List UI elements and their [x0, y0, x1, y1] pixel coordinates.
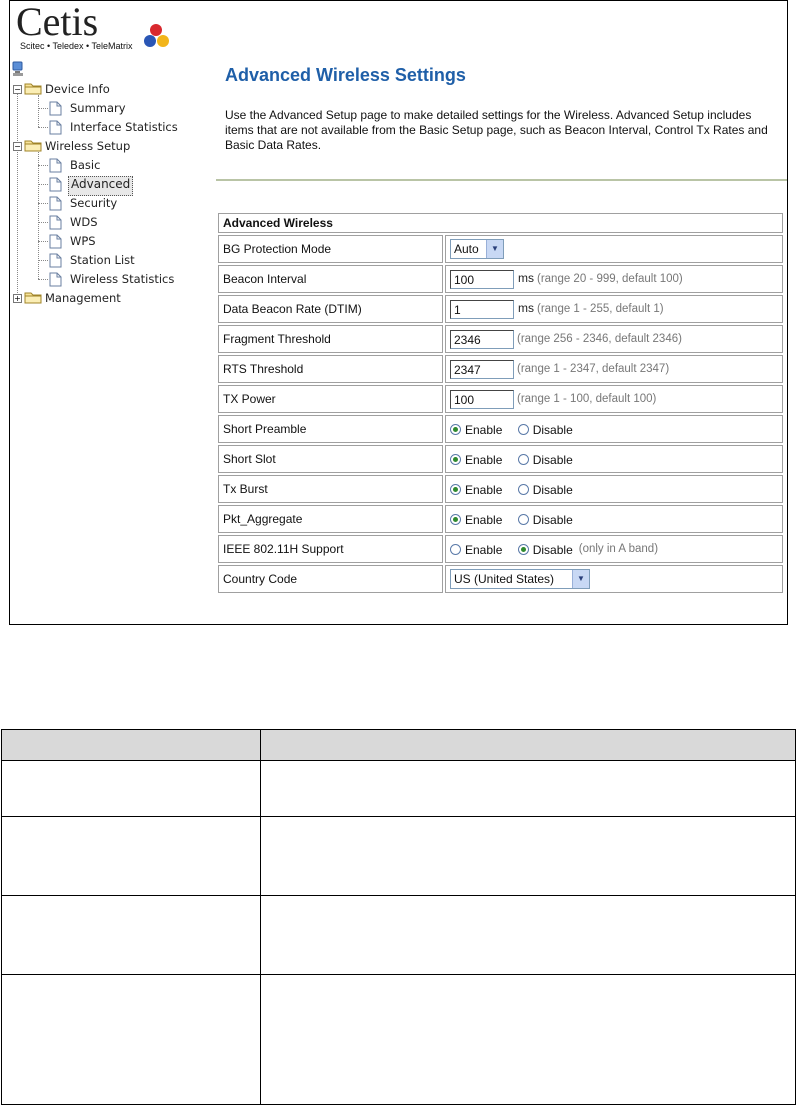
beacon-interval-input[interactable]: 100: [450, 270, 514, 289]
table-row: [2, 896, 796, 975]
tree-item-wireless-setup[interactable]: [10, 137, 210, 155]
table-row: [218, 235, 783, 263]
folder-icon: [24, 291, 42, 309]
fragment-threshold-hint: (range 256 - 2346, default 2346): [517, 333, 682, 346]
table-header-row: [2, 730, 796, 761]
tree-item-station-list[interactable]: [10, 251, 210, 269]
table-cell: [2, 975, 261, 1105]
short-preamble-disable[interactable]: Disable: [518, 422, 573, 437]
table-cell: [261, 896, 796, 975]
tx-burst-enable[interactable]: Enable: [450, 482, 502, 497]
tree-item-label: WPS: [70, 234, 96, 248]
table-row: [218, 535, 783, 563]
radio-button[interactable]: [450, 484, 461, 495]
collapse-icon[interactable]: −: [14, 85, 21, 94]
tx-power-hint: (range 1 - 100, default 100): [517, 393, 657, 406]
radio-button[interactable]: [518, 544, 529, 555]
tree-item-management[interactable]: [10, 289, 210, 307]
rts-threshold-hint: (range 1 - 2347, default 2347): [517, 363, 670, 376]
tree-item-wds[interactable]: [10, 213, 210, 231]
divider: [216, 179, 788, 181]
beacon-interval-unit: ms: [518, 271, 534, 286]
short-slot-enable[interactable]: Enable: [450, 452, 502, 467]
table-row: [218, 325, 783, 353]
radio-button[interactable]: [518, 424, 529, 435]
pkt-aggregate-enable[interactable]: Enable: [450, 512, 502, 527]
radio-button[interactable]: [450, 514, 461, 525]
table-row: [218, 475, 783, 503]
country-code-label: Country Code: [218, 565, 443, 593]
tree-item-basic[interactable]: [10, 156, 210, 174]
tree-item-label: Summary: [70, 101, 126, 115]
table-row: [2, 817, 796, 896]
tree-item-summary[interactable]: [10, 99, 210, 117]
bg-protection-label: BG Protection Mode: [218, 235, 443, 263]
table-row: [218, 385, 783, 413]
folder-icon: [24, 139, 42, 157]
dtim-hint: (range 1 - 255, default 1): [537, 303, 664, 316]
tree-item-label: Management: [45, 291, 121, 305]
dtim-input[interactable]: 1: [450, 300, 514, 319]
table-row: [2, 761, 796, 817]
table-row: [218, 565, 783, 593]
tree-item-wps[interactable]: [10, 232, 210, 250]
radio-button[interactable]: [450, 424, 461, 435]
tree-item-interface-statistics[interactable]: [10, 118, 210, 136]
short-preamble-enable[interactable]: Enable: [450, 422, 502, 437]
tree-item-label: Station List: [70, 253, 135, 267]
ieee-80211h-note: (only in A band): [578, 543, 659, 556]
table-row: [218, 445, 783, 473]
short-slot-disable[interactable]: Disable: [518, 452, 573, 467]
table-cell: [2, 761, 261, 817]
table-cell: [2, 817, 261, 896]
table-header-row: [218, 213, 783, 233]
tree-item-label: Advanced: [68, 176, 133, 196]
radio-button[interactable]: [518, 484, 529, 495]
short-preamble-label: Short Preamble: [218, 415, 443, 443]
tx-burst-disable[interactable]: Disable: [518, 482, 573, 497]
chevron-down-icon[interactable]: ▼: [486, 240, 503, 258]
radio-button[interactable]: [450, 544, 461, 555]
table-cell: [261, 761, 796, 817]
bg-protection-select[interactable]: Auto ▼: [450, 239, 504, 259]
expand-icon[interactable]: +: [14, 294, 21, 303]
page-title: Advanced Wireless Settings: [225, 65, 466, 85]
table-row: [218, 355, 783, 383]
tx-burst-label: Tx Burst: [218, 475, 443, 503]
tree-item-label: Wireless Statistics: [70, 272, 175, 286]
pkt-aggregate-label: Pkt_Aggregate: [218, 505, 443, 533]
table-row: [218, 265, 783, 293]
table-row: [218, 505, 783, 533]
tree-item-label: Basic: [70, 158, 101, 172]
pkt-aggregate-disable[interactable]: Disable: [518, 512, 573, 527]
tree-item-security[interactable]: [10, 194, 210, 212]
radio-button[interactable]: [518, 514, 529, 525]
table-row: [218, 295, 783, 323]
table-header: Advanced Wireless: [218, 213, 783, 233]
fragment-threshold-input[interactable]: 2346: [450, 330, 514, 349]
computer-icon: [12, 61, 24, 77]
advanced-wireless-table: [216, 211, 785, 595]
tree-item-device-info[interactable]: [10, 80, 210, 98]
cetis-logo: [16, 0, 206, 54]
dtim-label: Data Beacon Rate (DTIM): [218, 295, 443, 323]
country-code-select[interactable]: US (United States) ▼: [450, 569, 590, 589]
logo-tagline: Scitec • Teledex • TeleMatrix: [20, 41, 133, 51]
rts-threshold-input[interactable]: 2347: [450, 360, 514, 379]
screenshot-frame: [9, 0, 788, 625]
table-cell: [261, 975, 796, 1105]
short-slot-label: Short Slot: [218, 445, 443, 473]
logo-wordmark: Cetis: [16, 0, 99, 44]
header-cell: [261, 730, 796, 761]
folder-icon: [24, 82, 42, 100]
table-row: [2, 975, 796, 1105]
header-cell: [2, 730, 261, 761]
tree-item-label: Device Info: [45, 82, 110, 96]
beacon-interval-label: Beacon Interval: [218, 265, 443, 293]
page-description: Use the Advanced Setup page to make detailed settings for the Wireless. Advanced Setup includes items that are not available from the Basic Setup page, such as Beacon Interval, Control Tx Rates and Basic Data Rates.: [225, 108, 768, 152]
tree-item-label: Wireless Setup: [45, 139, 131, 153]
beacon-interval-hint: (range 20 - 999, default 100): [537, 273, 683, 286]
table-cell: [261, 817, 796, 896]
collapse-icon[interactable]: −: [14, 142, 21, 151]
table-cell: [2, 896, 261, 975]
logo-dots-icon: [144, 22, 184, 48]
dtim-unit: ms: [518, 301, 534, 316]
ieee-80211h-label: IEEE 802.11H Support: [218, 535, 443, 563]
tree-item-label: WDS: [70, 215, 98, 229]
rts-threshold-label: RTS Threshold: [218, 355, 443, 383]
radio-button[interactable]: [518, 454, 529, 465]
table-row: [218, 415, 783, 443]
fragment-threshold-label: Fragment Threshold: [218, 325, 443, 353]
tx-power-input[interactable]: 100: [450, 390, 514, 409]
chevron-down-icon[interactable]: ▼: [572, 570, 589, 588]
tx-power-label: TX Power: [218, 385, 443, 413]
tree-item-advanced[interactable]: [10, 175, 210, 193]
ieee-80211h-disable[interactable]: Disable: [518, 542, 573, 557]
tree-item-label: Interface Statistics: [70, 120, 178, 134]
document-table: [1, 729, 796, 1105]
radio-button[interactable]: [450, 454, 461, 465]
tree-item-label: Security: [70, 196, 118, 210]
tree-item-wireless-statistics[interactable]: [10, 270, 210, 288]
ieee-80211h-enable[interactable]: Enable: [450, 542, 502, 557]
